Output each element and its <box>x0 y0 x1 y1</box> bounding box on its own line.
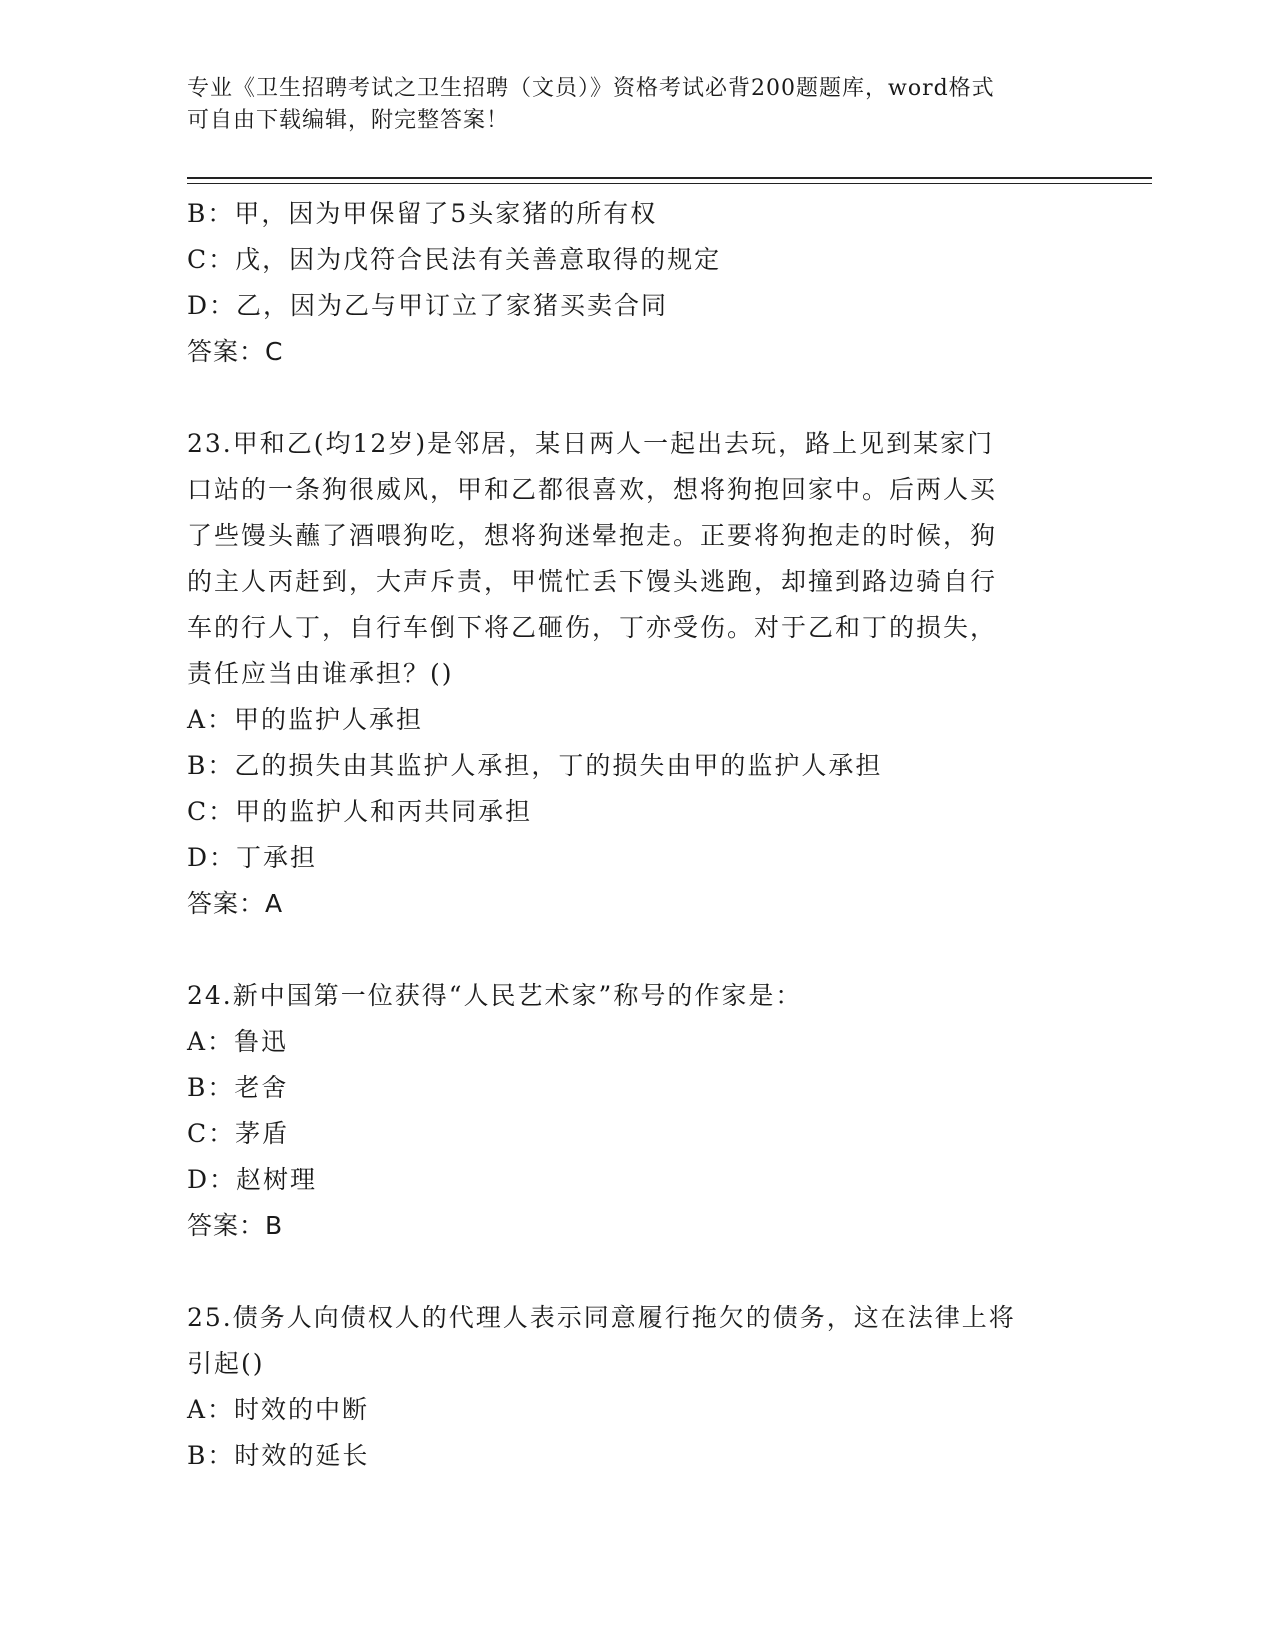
question-text-line: 引起() <box>187 1349 265 1378</box>
question-23 <box>187 421 1087 927</box>
answer: 答案：C <box>187 337 284 366</box>
document-header <box>187 73 1067 137</box>
option-b: B：时效的延长 <box>187 1441 370 1470</box>
option-d: D：丁承担 <box>187 843 318 872</box>
question-text-line: 23.甲和乙(均12岁)是邻居，某日两人一起出去玩，路上见到某家门 <box>187 429 995 458</box>
question-25 <box>187 1295 1087 1479</box>
spacer <box>187 1249 1087 1295</box>
spacer <box>187 375 1087 421</box>
option-a: A：时效的中断 <box>187 1395 370 1424</box>
option-b: B：乙的损失由其监护人承担，丁的损失由甲的监护人承担 <box>187 751 883 780</box>
question-text-line: 24.新中国第一位获得“人民艺术家”称号的作家是： <box>187 981 803 1010</box>
header-rule-thin <box>187 183 1152 184</box>
question-text-line: 的主人丙赶到，大声斥责，甲慌忙丢下馒头逃跑，却撞到路边骑自行 <box>187 567 998 596</box>
question-text-line: 口站的一条狗很威风，甲和乙都很喜欢，想将狗抱回家中。后两人买 <box>187 475 998 504</box>
header-rule-thick <box>187 177 1152 179</box>
question-24 <box>187 973 1087 1249</box>
option-c: C：戊，因为戊符合民法有关善意取得的规定 <box>187 245 722 274</box>
option-b: B：老舍 <box>187 1073 289 1102</box>
option-d: D：乙，因为乙与甲订立了家猪买卖合同 <box>187 291 669 320</box>
question-text-line: 25.债务人向债权人的代理人表示同意履行拖欠的债务，这在法律上将 <box>187 1303 1016 1332</box>
question-22 <box>187 191 1087 375</box>
option-b: B：甲，因为甲保留了5头家猪的所有权 <box>187 199 658 228</box>
spacer <box>187 927 1087 973</box>
option-a: A：鲁迅 <box>187 1027 289 1056</box>
option-c: C：甲的监护人和丙共同承担 <box>187 797 533 826</box>
question-text-line: 车的行人丁，自行车倒下将乙砸伤，丁亦受伤。对于乙和丁的损失， <box>187 613 998 642</box>
question-text-line: 责任应当由谁承担？() <box>187 659 454 688</box>
option-c: C：茅盾 <box>187 1119 290 1148</box>
option-a: A：甲的监护人承担 <box>187 705 424 734</box>
option-d: D：赵树理 <box>187 1165 318 1194</box>
question-content <box>187 191 1087 1479</box>
header-line-1: 专业《卫生招聘考试之卫生招聘（文员）》资格考试必背200题题库，word格式 <box>187 76 995 101</box>
answer: 答案：A <box>187 889 284 918</box>
answer: 答案：B <box>187 1211 284 1240</box>
question-text-line: 了些馒头蘸了酒喂狗吃，想将狗迷晕抱走。正要将狗抱走的时候，狗 <box>187 521 998 550</box>
header-line-2: 可自由下载编辑，附完整答案！ <box>187 108 510 133</box>
